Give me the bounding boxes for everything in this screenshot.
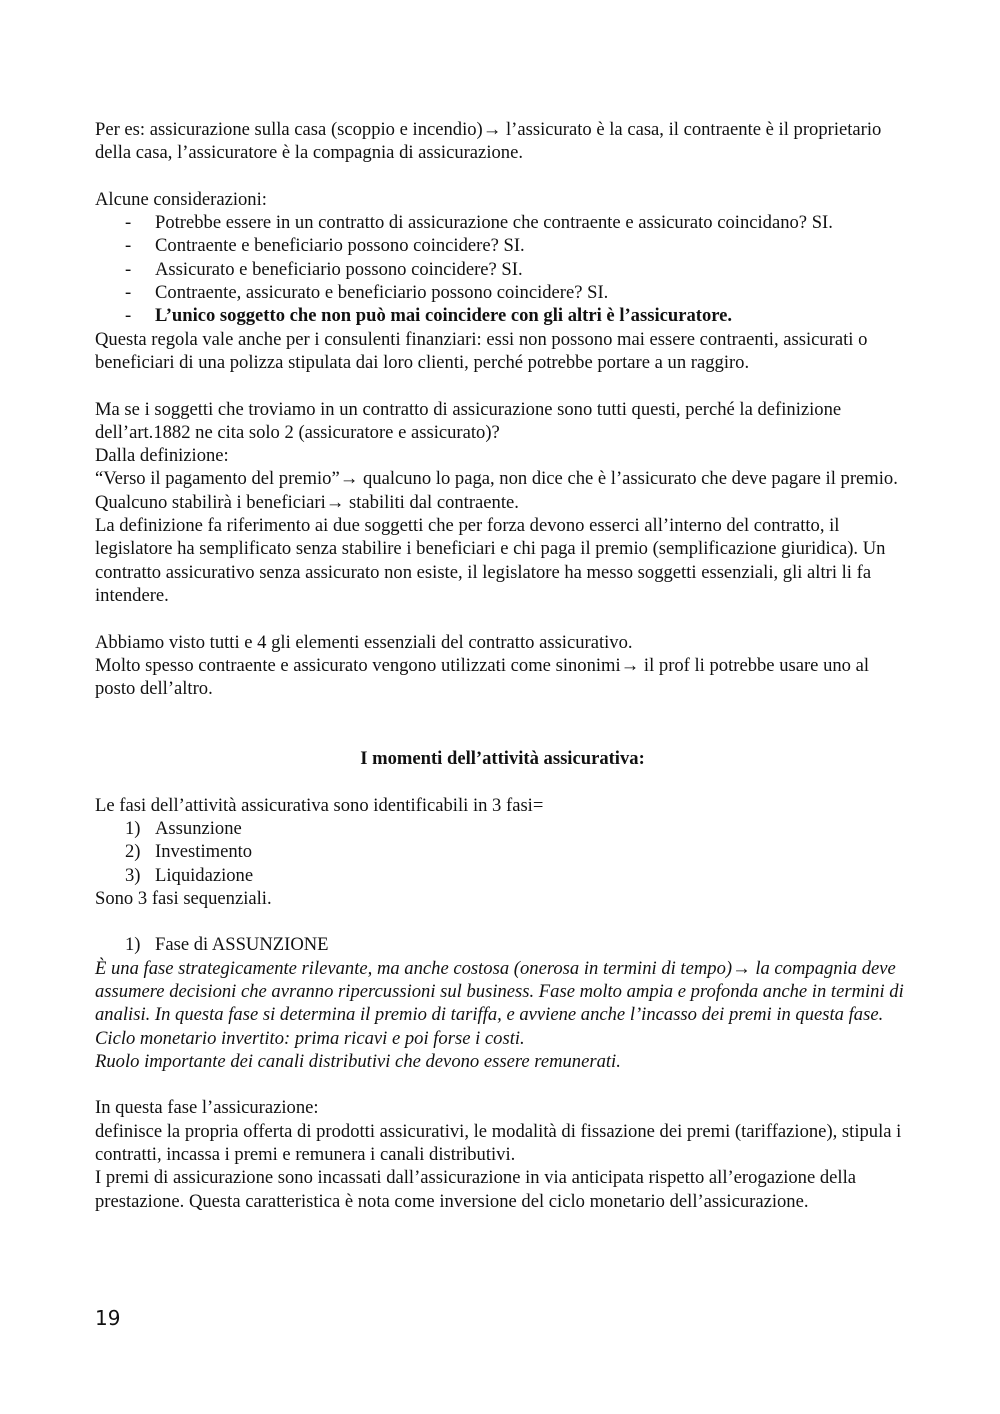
list-item: 3) Liquidazione: [125, 864, 254, 886]
fasi-list: [95, 817, 910, 887]
definizione-question: Ma se i soggetti che troviamo in un contratto di assicurazione sono tutti questi, perché la definizione dell’art.1882 ne cita solo 2 (assicuratore e assicurato)?: [95, 398, 842, 443]
intro-paragraph: [95, 118, 910, 165]
assunzione-heading-list: [95, 933, 910, 956]
arrow-icon: →: [732, 957, 751, 979]
assunzione-description: È una fase strategicamente rilevante, ma anche costosa (onerosa in termini di tempo)→ la compagnia deve assumere decisioni che avranno ripercussioni sul business. Fase molto ampia e profonda anche in termini di analisi. In questa fase si determina il premio di tariffa, e avviene anche l’incasso dei premi in questa fase.: [95, 957, 904, 1026]
list-item: - L’unico soggetto che non può mai coincidere con gli altri è l’assicuratore.: [125, 305, 733, 327]
fasi-intro: Le fasi dell’attività assicurativa sono identificabili in 3 fasi=: [95, 794, 544, 816]
arrow-icon: →: [482, 119, 502, 140]
verso-premio-paragraph: “Verso il pagamento del premio”→ qualcuno lo paga, non dice che è l’assicurato che deve pagare il premio.: [95, 468, 898, 490]
arrow-icon: →: [339, 468, 359, 490]
list-item: - Potrebbe essere in un contratto di assicurazione che contraente e assicurato coincidano? SI.: [125, 212, 833, 234]
list-item: - Contraente e beneficiario possono coincidere? SI.: [125, 235, 525, 257]
section-heading: I momenti dell’attività assicurativa:: [360, 748, 645, 770]
list-item: - Assicurato e beneficiario possono coincidere? SI.: [125, 258, 523, 280]
beneficiari-paragraph: Qualcuno stabilirà i beneficiari→ stabiliti dal contraente.: [95, 491, 519, 513]
arrow-icon: →: [325, 491, 345, 513]
dalla-definizione: Dalla definizione:: [95, 445, 229, 467]
questa-fase-p2: I premi di assicurazione sono incassati dall’assicurazione in via anticipata rispetto all’erogazione della prestazione. Questa caratteristica è nota come inversione del ciclo monetario dell’assicurazione.: [95, 1167, 857, 1212]
sinonimi-paragraph: Molto spesso contraente e assicurato vengono utilizzati come sinonimi→ il prof li potrebbe usare uno al posto dell’altro.: [95, 654, 870, 700]
canali-distributivi: Ruolo importante dei canali distributivi che devono essere remunerati.: [95, 1050, 621, 1072]
elementi-paragraph: Abbiamo visto tutti e 4 gli elementi essenziali del contratto assicurativo.: [95, 631, 633, 653]
consulenti-note: Questa regola vale anche per i consulenti finanziari: essi non possono mai essere contraenti, assicurati o beneficiari di una polizza stipulata dai loro clienti, perché potrebbe portare a un raggiro.: [95, 328, 868, 373]
considerazioni-title: Alcune considerazioni:: [95, 188, 267, 210]
riferimento-paragraph: La definizione fa riferimento ai due soggetti che per forza devono esserci all’interno del contratto, il legislatore ha semplificato senza stabilire i beneficiari e chi paga il premio (semplificazione giuridica). Un contratto assicurativo senza assicurato non esiste, il legislatore ha messo soggetti essenziali, gli altri li fa intendere.: [95, 515, 886, 606]
list-item: 2) Investimento: [125, 841, 253, 863]
document-page: [95, 118, 910, 1213]
questa-fase-title: In questa fase l’assicurazione:: [95, 1097, 319, 1119]
page-number: 19: [95, 1306, 121, 1330]
list-item: 1) Fase di ASSUNZIONE: [125, 934, 329, 956]
intro-text-cont: l’assicurato è la casa, il contraente è il proprietario della casa, l’assicuratore è la compagnia di assicurazione.: [95, 119, 882, 164]
list-item: - Contraente, assicurato e beneficiario possono coincidere? SI.: [125, 282, 609, 304]
questa-fase-p1: definisce la propria offerta di prodotti assicurativi, le modalità di fissazione dei premi (tariffazione), stipula i contratti, incassa i premi e remunera i canali distributivi.: [95, 1120, 902, 1166]
fasi-sequenziali: Sono 3 fasi sequenziali.: [95, 887, 272, 909]
list-item: 1) Assunzione: [125, 817, 242, 839]
intro-text: Per es: assicurazione sulla casa (scoppio e incendio): [95, 119, 483, 140]
arrow-icon: →: [620, 654, 640, 676]
considerazioni-list: [95, 211, 910, 327]
ciclo-monetario: Ciclo monetario invertito: prima ricavi e poi forse i costi.: [95, 1027, 525, 1049]
